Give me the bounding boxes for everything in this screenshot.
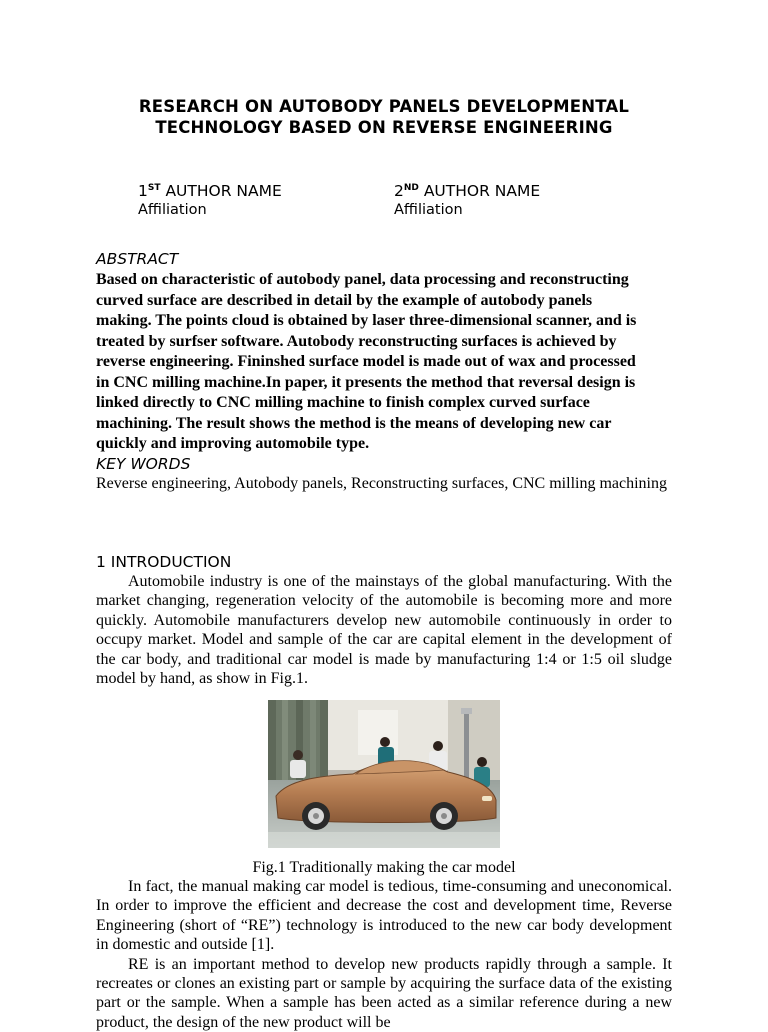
author-affiliation-1: Affiliation — [138, 202, 207, 218]
abstract-line: making. The points cloud is obtained by laser three-dimensional scanner, and is — [96, 312, 637, 329]
author-block-1 — [138, 178, 282, 219]
paper-title — [96, 96, 672, 138]
author-ordinal: ND — [403, 183, 419, 193]
keywords-heading: KEY WORDS — [96, 455, 191, 473]
author-number: 1 — [138, 182, 148, 200]
car-model-photo-illustration — [268, 700, 500, 848]
paragraph-text: In fact, the manual making car model is tedious, time-consuming and uneconomical. In order to improve the efficient and decrease the cost and development time, Reverse Engineering (short of “RE”) technology is introduced to the new car body development in domestic and outside [1]. — [96, 878, 672, 954]
introduction-heading: 1 INTRODUCTION — [96, 553, 232, 571]
abstract-heading: ABSTRACT — [96, 250, 179, 268]
author-block-2 — [394, 178, 540, 219]
abstract-line: curved surface are described in detail by the example of autobody panels — [96, 291, 593, 309]
author-name-text: AUTHOR NAME — [165, 182, 282, 200]
paper-title-line-1: RESEARCH ON AUTOBODY PANELS DEVELOPMENTAL — [138, 97, 630, 116]
car-model-photo — [268, 700, 500, 848]
introduction-paragraph-2 — [96, 877, 672, 1032]
abstract-line: Based on characteristic of autobody panel, data processing and reconstructing — [96, 271, 629, 288]
author-name-2 — [394, 178, 540, 201]
author-name-text: AUTHOR NAME — [423, 182, 541, 200]
author-ordinal: ST — [147, 183, 161, 193]
keywords-body: Reverse engineering, Autobody panels, Reconstructing surfaces, CNC milling machining — [96, 475, 667, 492]
figure-caption: Fig.1 Traditionally making the car model — [252, 859, 516, 876]
paper-title-line-2: TECHNOLOGY BASED ON REVERSE ENGINEERING — [155, 118, 613, 137]
paragraph-text: RE is an important method to develop new products rapidly through a sample. It recreates or clones an existing part or sample by acquiring the surface data of the existing part or the sample. When a sample has been acted as a similar reference during a new product, the design of the new product will be — [96, 955, 672, 1031]
abstract-line: quickly and improving automobile type. — [96, 435, 370, 452]
introduction-paragraph-1 — [96, 572, 672, 688]
abstract-body — [96, 270, 676, 455]
author-name-1 — [138, 178, 282, 201]
abstract-line: treated by surfser software. Autobody reconstructing surfaces is achieved by — [96, 332, 617, 350]
paragraph-text: Automobile industry is one of the mainstays of the global manufacturing. With the market changing, regeneration velocity of the automobile is becoming more and more quickly. Automobile manufacturers develop new automobile continuously in order to occupy market. Model and sample of the car are capital element in the development of the car body, and traditional car model is made by manufacturing 1:4 or 1:5 oil sludge model by hand, as show in Fig.1. — [96, 573, 672, 688]
author-affiliation-2: Affiliation — [394, 202, 463, 218]
abstract-line: machining. The result shows the method is the means of developing new car — [96, 414, 612, 432]
abstract-line: reverse engineering. Fininshed surface model is made out of wax and processed — [96, 353, 636, 370]
author-number: 2 — [394, 182, 404, 200]
abstract-line: linked directly to CNC milling machine to finish complex curved surface — [96, 394, 590, 411]
abstract-line: in CNC milling machine.In paper, it presents the method that reversal design is — [96, 373, 636, 391]
